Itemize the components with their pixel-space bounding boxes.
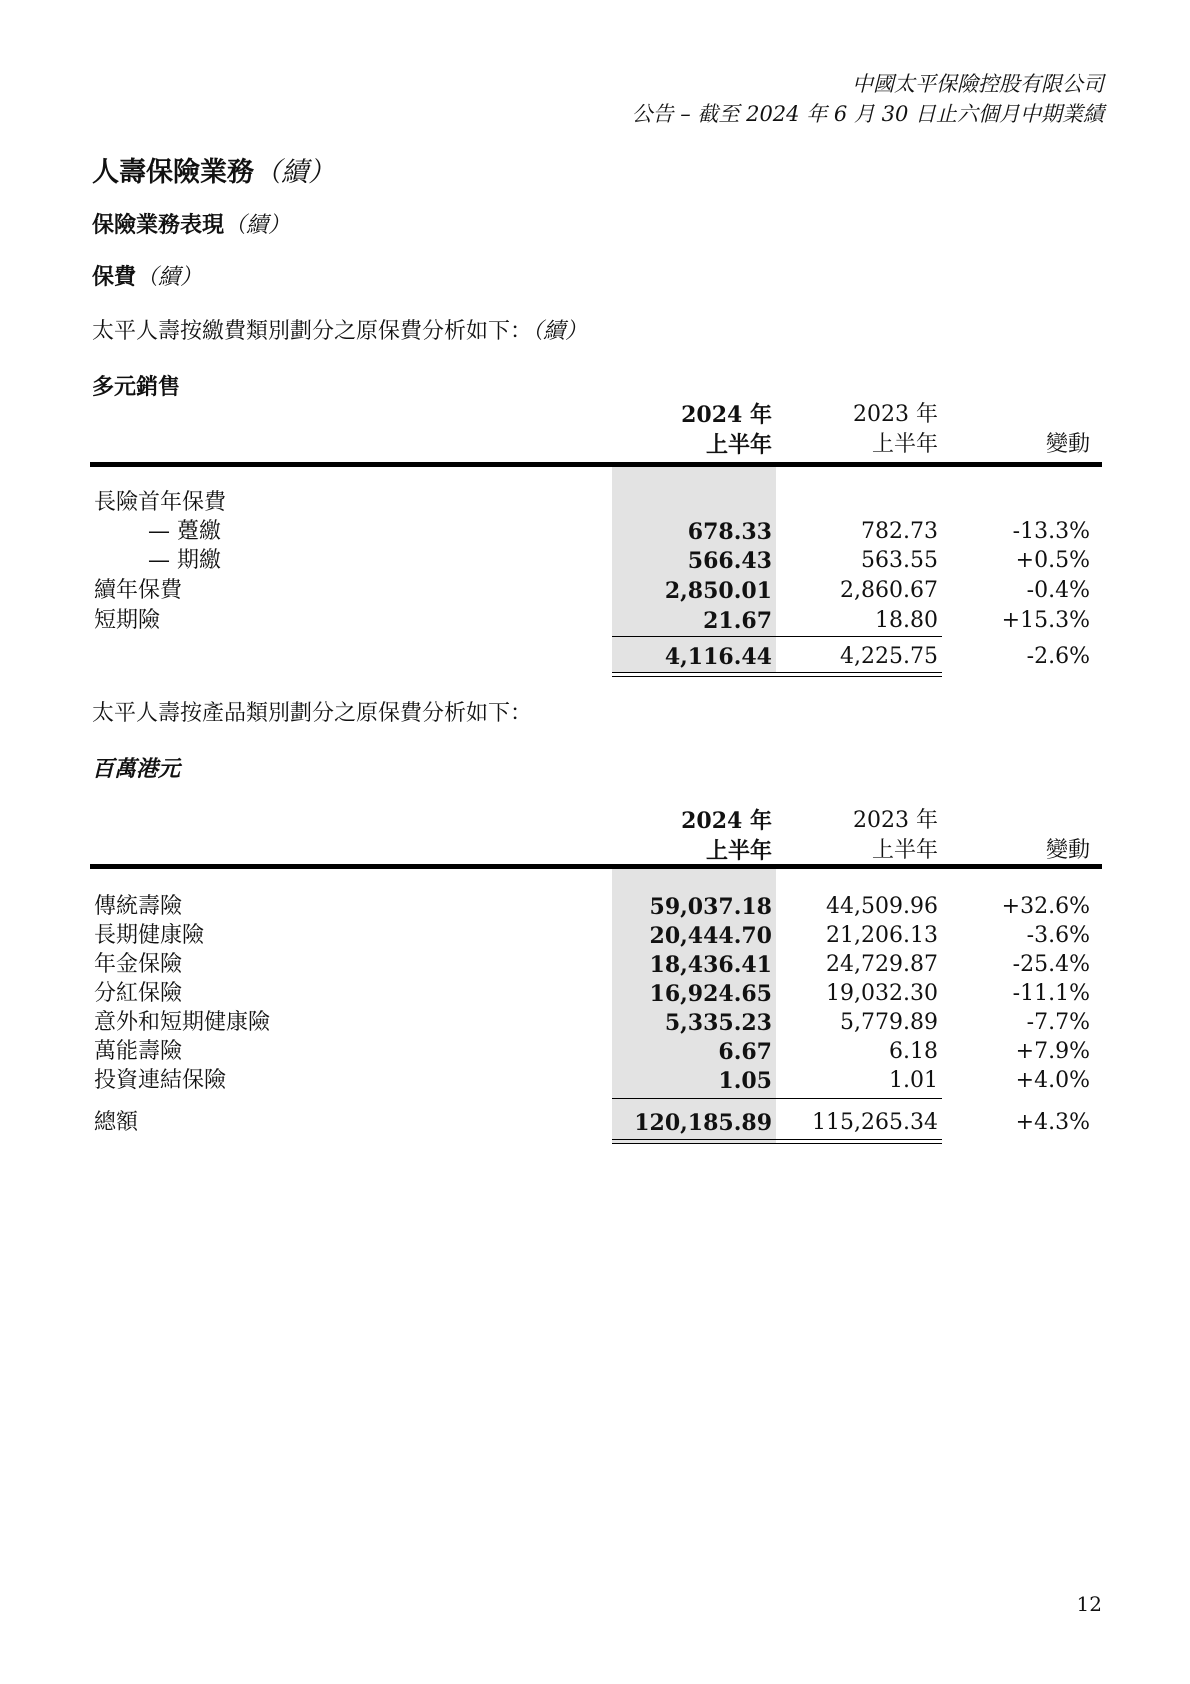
paragraph-payment-type-cont: （續）: [532, 319, 588, 344]
row-value-2024: 16,924.65: [649, 981, 772, 1007]
table2-unit: 百萬港元: [92, 756, 181, 782]
table-row: [90, 606, 1102, 636]
row-change: -25.4%: [1012, 952, 1090, 977]
row-value-2023: 21,206.13: [826, 923, 938, 948]
row-value-2023: 2,860.67: [840, 578, 938, 603]
table1-header-change: 變動: [1045, 432, 1090, 457]
table2-header-rule: [90, 864, 1102, 869]
row-value-2024: 6.67: [718, 1039, 772, 1065]
payment-type-table: [90, 400, 1102, 680]
row-change: +32.6%: [1001, 894, 1090, 919]
row-label: 傳統壽險: [94, 894, 183, 919]
row-label: 萬能壽險: [94, 1039, 183, 1064]
total-label: 總額: [94, 1110, 139, 1135]
total-value-2023: 115,265.34: [812, 1110, 938, 1135]
row-change: -7.7%: [1026, 1010, 1090, 1035]
table1-header-prev-year: 2023 年: [853, 402, 938, 427]
table2-header-change: 變動: [1045, 838, 1090, 863]
product-type-table: [90, 806, 1102, 1146]
total-value-2023: 4,225.75: [840, 644, 938, 669]
section-title: [92, 150, 335, 189]
table2-total-double-rule: [612, 1139, 942, 1144]
row-value-2024: 59,037.18: [649, 894, 772, 920]
row-label: 續年保費: [94, 578, 183, 603]
row-change: +15.3%: [1001, 608, 1090, 633]
row-value-2024: 566.43: [687, 548, 772, 574]
row-change: -13.3%: [1012, 519, 1090, 544]
table-row: [90, 1066, 1102, 1096]
table2-header-cur-period: 上半年: [705, 838, 772, 864]
total-change: +4.3%: [1015, 1110, 1090, 1135]
company-name: 中國太平保險控股有限公司: [852, 72, 1104, 96]
total-value-2024: 4,116.44: [664, 644, 772, 670]
table-row: [90, 1008, 1102, 1038]
table-row: [90, 892, 1102, 922]
row-value-2023: 18.80: [875, 608, 938, 633]
table2-header-cur-year: 2024 年: [681, 808, 772, 834]
page-number: 12: [1076, 1592, 1102, 1616]
row-change: +4.0%: [1015, 1068, 1090, 1093]
row-label: 年金保險: [94, 952, 183, 977]
paragraph-payment-type: [92, 314, 587, 345]
table1-group-row: [90, 488, 1102, 518]
row-value-2024: 20,444.70: [649, 923, 772, 949]
row-value-2024: 21.67: [703, 608, 772, 634]
table1-total-row: [90, 642, 1102, 672]
row-value-2023: 563.55: [861, 548, 938, 573]
total-value-2024: 120,185.89: [634, 1110, 772, 1136]
table-row: [90, 546, 1102, 576]
sub-title: [92, 208, 290, 239]
table1-header-prev-period: 上半年: [871, 432, 938, 457]
row-label: 長期健康險: [94, 923, 205, 948]
table-row: [90, 517, 1102, 547]
row-value-2024: 2,850.01: [664, 578, 772, 604]
row-label: 短期險: [94, 608, 161, 633]
row-value-2024: 5,335.23: [664, 1010, 772, 1036]
sub-title-cont: （續）: [224, 213, 291, 238]
row-value-2023: 5,779.89: [840, 1010, 938, 1035]
row-value-2023: 24,729.87: [826, 952, 938, 977]
table1-subtotal-rule: [612, 636, 942, 637]
premium-title-cont: （續）: [136, 265, 203, 290]
section-title-cont: （續）: [254, 157, 335, 188]
row-value-2024: 678.33: [687, 519, 772, 545]
row-label: — 期繳: [148, 548, 221, 573]
table-row: [90, 950, 1102, 980]
table2-header-prev-period: 上半年: [871, 838, 938, 863]
table1-total-double-rule: [612, 672, 942, 677]
row-value-2023: 1.01: [889, 1068, 938, 1093]
row-label: 分紅保險: [94, 981, 183, 1006]
row-change: -0.4%: [1026, 578, 1090, 603]
table2-subtotal-rule: [612, 1098, 942, 1099]
table-row: [90, 1037, 1102, 1067]
table1-group-label: 長險首年保費: [94, 490, 227, 515]
table1-caption: 多元銷售: [92, 374, 181, 400]
section-title-text: 人壽保險業務: [92, 157, 254, 188]
row-value-2024: 1.05: [718, 1068, 772, 1094]
table-row: [90, 576, 1102, 606]
row-label: — 躉繳: [148, 519, 221, 544]
premium-title-text: 保費: [92, 264, 137, 290]
row-label: 投資連結保險: [94, 1068, 227, 1093]
table-row: [90, 979, 1102, 1009]
paragraph-payment-type-text: 太平人壽按繳費類別劃分之原保費分析如下：: [92, 319, 533, 344]
row-value-2023: 44,509.96: [826, 894, 938, 919]
row-change: -11.1%: [1012, 981, 1090, 1006]
row-change: +7.9%: [1015, 1039, 1090, 1064]
sub-title-text: 保險業務表現: [92, 212, 225, 238]
row-value-2023: 19,032.30: [826, 981, 938, 1006]
table1-header-cur-period: 上半年: [705, 432, 772, 458]
table1-header-rule: [90, 462, 1102, 467]
row-value-2023: 6.18: [889, 1039, 938, 1064]
table-row: [90, 921, 1102, 951]
row-change: +0.5%: [1015, 548, 1090, 573]
premium-title: [92, 260, 202, 291]
row-value-2024: 18,436.41: [649, 952, 772, 978]
paragraph-product-type: 太平人壽按產品類別劃分之原保費分析如下：: [92, 701, 533, 726]
total-change: -2.6%: [1026, 644, 1090, 669]
table2-total-row: [90, 1108, 1102, 1138]
row-label: 意外和短期健康險: [94, 1010, 271, 1035]
table2-header-prev-year: 2023 年: [853, 808, 938, 833]
announcement-subtitle: 公告 – 截至 2024 年 6 月 30 日止六個月中期業績: [631, 102, 1104, 126]
table1-header-cur-year: 2024 年: [681, 402, 772, 428]
row-change: -3.6%: [1026, 923, 1090, 948]
row-value-2023: 782.73: [861, 519, 938, 544]
